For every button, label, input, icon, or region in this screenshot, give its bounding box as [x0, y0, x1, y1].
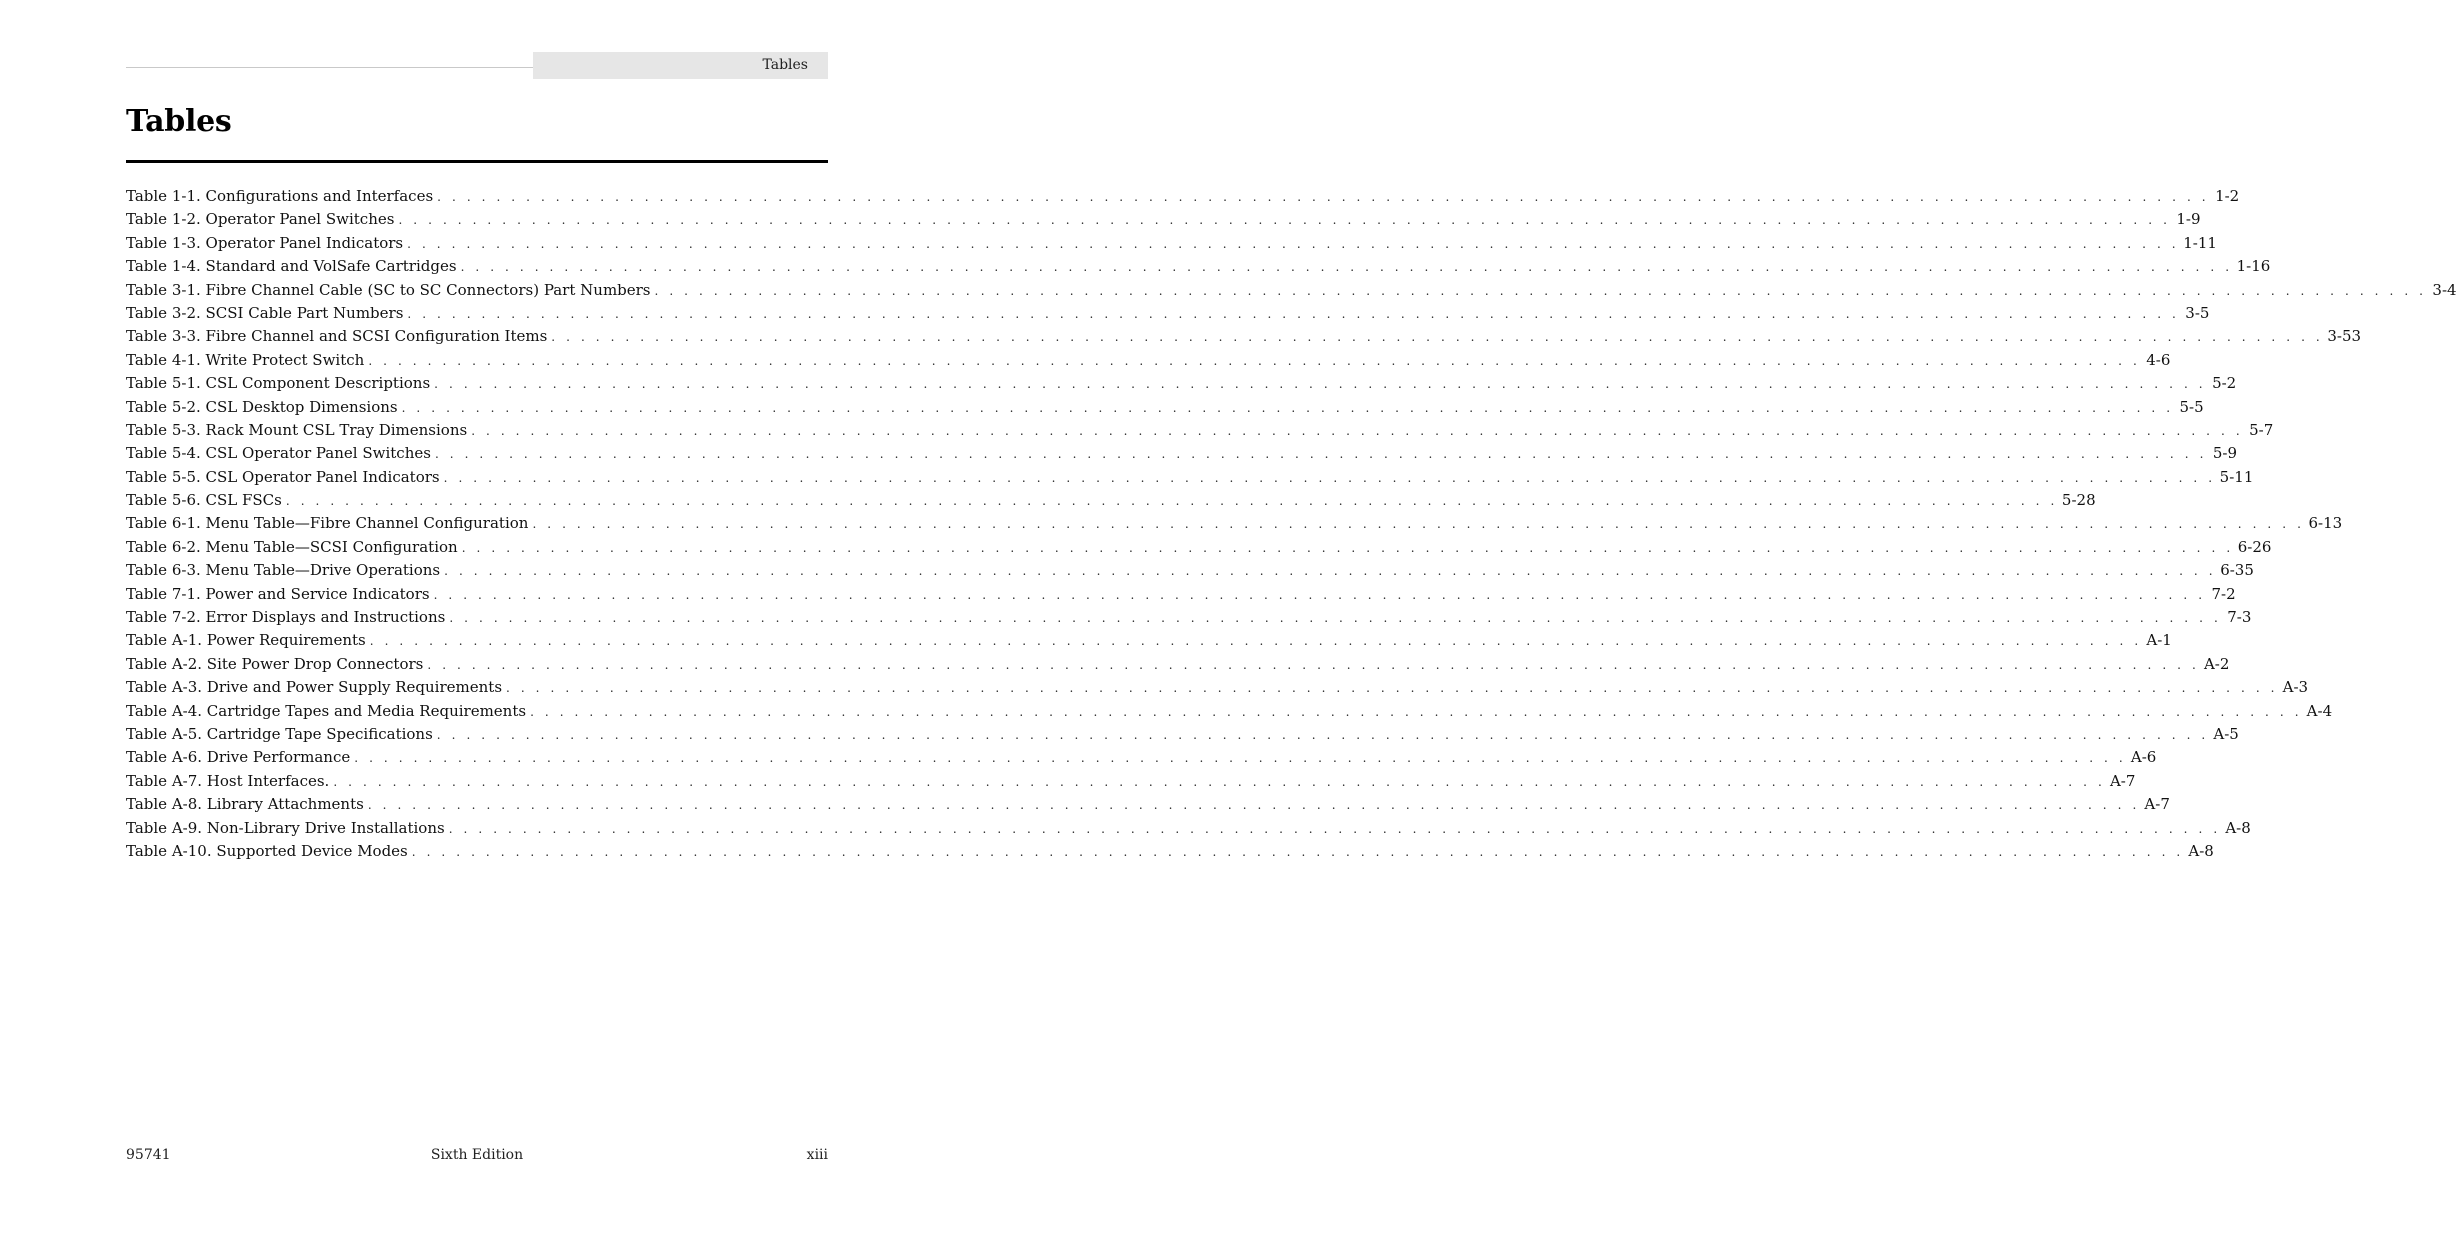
- toc-entry-label: Table 7-1. Power and Service Indicators: [126, 584, 430, 603]
- toc-entry-label: Table 7-2. Error Displays and Instructions: [126, 608, 446, 627]
- toc-entry-page: 3-4: [2432, 280, 2457, 299]
- toc-leader-dots: . . . . . . . . . . . . . . . . . . . . . . . . . . . . . . . . . . . . . . . . . . . . . . . . . . . . . . . . . . . . . . . . . . . . . . . . . . . . . . . . . . . . . . . . . . . . . . . . . . . . . . . . . . . . . . . . . . . . . . . .: [333, 774, 2106, 789]
- toc-entry[interactable]: [126, 396, 2204, 419]
- toc-entry-page: A-6: [2130, 748, 2157, 767]
- toc-entry[interactable]: [126, 489, 2096, 512]
- toc-entry-page: 1-9: [2176, 210, 2201, 229]
- toc-entry-label: Table 6-3. Menu Table—Drive Operations: [126, 561, 441, 580]
- toc-entry-label: Table A-5. Cartridge Tape Specifications: [126, 724, 433, 743]
- footer-doc-number: 95741: [126, 1147, 171, 1163]
- toc-leader-dots: . . . . . . . . . . . . . . . . . . . . . . . . . . . . . . . . . . . . . . . . . . . . . . . . . . . . . . . . . . . . . . . . . . . . . . . . . . . . . . . . . . . . . . . . . . . . . . . . . . . . . . . . . . . . . . . . . . . . . . . .: [443, 470, 2216, 485]
- toc-entry[interactable]: [126, 302, 2210, 325]
- toc-entry-label: Table 1-2. Operator Panel Switches: [126, 210, 395, 229]
- toc-leader-dots: . . . . . . . . . . . . . . . . . . . . . . . . . . . . . . . . . . . . . . . . . . . . . . . . . . . . . . . . . . . . . . . . . . . . . . . . . . . . . . . . . . . . . . . . . . . . . . . . . . . . . . . . . . . . . . . . . . . . . . . .: [427, 657, 2200, 672]
- toc-entry-label: Table A-9. Non-Library Drive Installations: [126, 818, 445, 837]
- toc-entry-page: 5-28: [2061, 491, 2096, 510]
- toc-entry[interactable]: [126, 512, 2343, 535]
- toc-entry-label: Table A-4. Cartridge Tapes and Media Requirements: [126, 701, 527, 720]
- toc-entry-page: 7-3: [2227, 608, 2252, 627]
- toc-leader-dots: . . . . . . . . . . . . . . . . . . . . . . . . . . . . . . . . . . . . . . . . . . . . . . . . . . . . . . . . . . . . . . . . . . . . . . . . . . . . . . . . . . . . . . . . . . . . . . . . . . . . . . . . . . . . . . . . . . . . . . . .: [654, 283, 2427, 298]
- toc-leader-dots: . . . . . . . . . . . . . . . . . . . . . . . . . . . . . . . . . . . . . . . . . . . . . . . . . . . . . . . . . . . . . . . . . . . . . . . . . . . . . . . . . . . . . . . . . . . . . . . . . . . . . . . . . . . . . . . . . . . . . . . .: [369, 634, 2142, 649]
- toc-leader-dots: . . . . . . . . . . . . . . . . . . . . . . . . . . . . . . . . . . . . . . . . . . . . . . . . . . . . . . . . . . . . . . . . . . . . . . . . . . . . . . . . . . . . . . . . . . . . . . . . . . . . . . . . . . . . . . . . . . . . . . . .: [401, 400, 2174, 415]
- toc-entry[interactable]: [126, 232, 2217, 255]
- toc-entry-page: 6-35: [2220, 561, 2254, 580]
- footer-page-number: xiii: [806, 1147, 828, 1163]
- toc-leader-dots: . . . . . . . . . . . . . . . . . . . . . . . . . . . . . . . . . . . . . . . . . . . . . . . . . . . . . . . . . . . . . . . . . . . . . . . . . . . . . . . . . . . . . . . . . . . . . . . . . . . . . . . . . . . . . . . . . . . . . . . .: [444, 564, 2217, 579]
- toc-entry-label: Table A-2. Site Power Drop Connectors: [126, 654, 424, 673]
- toc-entry-page: 5-11: [2219, 467, 2254, 486]
- toc-entry-page: A-1: [2146, 631, 2172, 650]
- toc-entry-page: A-2: [2203, 654, 2230, 673]
- toc-leader-dots: . . . . . . . . . . . . . . . . . . . . . . . . . . . . . . . . . . . . . . . . . . . . . . . . . . . . . . . . . . . . . . . . . . . . . . . . . . . . . . . . . . . . . . . . . . . . . . . . . . . . . . . . . . . . . . . . . . . . . . . .: [448, 821, 2221, 836]
- page-footer: [126, 1145, 828, 1165]
- toc-entry-label: Table 5-1. CSL Component Descriptions: [126, 374, 431, 393]
- toc-entry-label: Table 3-2. SCSI Cable Part Numbers: [126, 303, 404, 322]
- toc-entry-page: A-5: [2213, 724, 2239, 743]
- toc-entry-page: A-7: [2109, 771, 2136, 790]
- toc-leader-dots: . . . . . . . . . . . . . . . . . . . . . . . . . . . . . . . . . . . . . . . . . . . . . . . . . . . . . . . . . . . . . . . . . . . . . . . . . . . . . . . . . . . . . . . . . . . . . . . . . . . . . . . . . . . . . . . . . . . . . . . .: [461, 540, 2234, 555]
- toc-entry[interactable]: [126, 442, 2237, 465]
- toc-entry[interactable]: [126, 185, 2240, 208]
- toc-entry-page: 7-2: [2211, 584, 2236, 603]
- toc-entry-label: Table A-8. Library Attachments: [126, 795, 364, 814]
- toc-leader-dots: . . . . . . . . . . . . . . . . . . . . . . . . . . . . . . . . . . . . . . . . . . . . . . . . . . . . . . . . . . . . . . . . . . . . . . . . . . . . . . . . . . . . . . . . . . . . . . . . . . . . . . . . . . . . . . . . . . . . . . . .: [285, 494, 2058, 509]
- toc-entry[interactable]: [126, 653, 2230, 676]
- toc-entry-page: 5-2: [2212, 374, 2237, 393]
- toc-entry[interactable]: [126, 583, 2236, 606]
- toc-entry-label: Table A-10. Supported Device Modes: [126, 841, 408, 860]
- toc-entry-page: 6-26: [2237, 537, 2272, 556]
- toc-leader-dots: . . . . . . . . . . . . . . . . . . . . . . . . . . . . . . . . . . . . . . . . . . . . . . . . . . . . . . . . . . . . . . . . . . . . . . . . . . . . . . . . . . . . . . . . . . . . . . . . . . . . . . . . . . . . . . . . . . . . . . . .: [436, 727, 2209, 742]
- toc-entry-page: A-3: [2282, 678, 2309, 697]
- toc-entry[interactable]: [126, 770, 2136, 793]
- toc-leader-dots: . . . . . . . . . . . . . . . . . . . . . . . . . . . . . . . . . . . . . . . . . . . . . . . . . . . . . . . . . . . . . . . . . . . . . . . . . . . . . . . . . . . . . . . . . . . . . . . . . . . . . . . . . . . . . . . . . . . . . . . .: [532, 517, 2305, 532]
- toc-entry-label: Table 5-3. Rack Mount CSL Tray Dimensions: [126, 420, 468, 439]
- toc-entry-label: Table 1-4. Standard and VolSafe Cartridges: [126, 257, 457, 276]
- toc-entry[interactable]: [126, 255, 2271, 278]
- toc-leader-dots: . . . . . . . . . . . . . . . . . . . . . . . . . . . . . . . . . . . . . . . . . . . . . . . . . . . . . . . . . . . . . . . . . . . . . . . . . . . . . . . . . . . . . . . . . . . . . . . . . . . . . . . . . . . . . . . . . . . . . . . .: [398, 213, 2171, 228]
- toc-leader-dots: . . . . . . . . . . . . . . . . . . . . . . . . . . . . . . . . . . . . . . . . . . . . . . . . . . . . . . . . . . . . . . . . . . . . . . . . . . . . . . . . . . . . . . . . . . . . . . . . . . . . . . . . . . . . . . . . . . . . . . . .: [407, 306, 2180, 321]
- toc-leader-dots: . . . . . . . . . . . . . . . . . . . . . . . . . . . . . . . . . . . . . . . . . . . . . . . . . . . . . . . . . . . . . . . . . . . . . . . . . . . . . . . . . . . . . . . . . . . . . . . . . . . . . . . . . . . . . . . . . . . . . . . .: [407, 236, 2180, 251]
- toc-leader-dots: . . . . . . . . . . . . . . . . . . . . . . . . . . . . . . . . . . . . . . . . . . . . . . . . . . . . . . . . . . . . . . . . . . . . . . . . . . . . . . . . . . . . . . . . . . . . . . . . . . . . . . . . . . . . . . . . . . . . . . . .: [354, 751, 2127, 766]
- toc-leader-dots: . . . . . . . . . . . . . . . . . . . . . . . . . . . . . . . . . . . . . . . . . . . . . . . . . . . . . . . . . . . . . . . . . . . . . . . . . . . . . . . . . . . . . . . . . . . . . . . . . . . . . . . . . . . . . . . . . . . . . . . .: [471, 423, 2244, 438]
- toc-leader-dots: . . . . . . . . . . . . . . . . . . . . . . . . . . . . . . . . . . . . . . . . . . . . . . . . . . . . . . . . . . . . . . . . . . . . . . . . . . . . . . . . . . . . . . . . . . . . . . . . . . . . . . . . . . . . . . . . . . . . . . . .: [506, 681, 2279, 696]
- toc-entry-label: Table 5-6. CSL FSCs: [126, 491, 282, 510]
- toc-entry[interactable]: [126, 606, 2252, 629]
- page-title: Tables: [126, 104, 232, 139]
- toc-entry-page: 1-11: [2183, 233, 2217, 252]
- toc-entry[interactable]: [126, 840, 2214, 863]
- title-rule: [126, 160, 828, 163]
- toc-leader-dots: . . . . . . . . . . . . . . . . . . . . . . . . . . . . . . . . . . . . . . . . . . . . . . . . . . . . . . . . . . . . . . . . . . . . . . . . . . . . . . . . . . . . . . . . . . . . . . . . . . . . . . . . . . . . . . . . . . . . . . . .: [551, 330, 2324, 345]
- toc-entry[interactable]: [126, 559, 2254, 582]
- header-rule: [126, 67, 534, 68]
- toc-entry[interactable]: [126, 466, 2254, 489]
- toc-entry[interactable]: [126, 676, 2309, 699]
- toc-leader-dots: . . . . . . . . . . . . . . . . . . . . . . . . . . . . . . . . . . . . . . . . . . . . . . . . . . . . . . . . . . . . . . . . . . . . . . . . . . . . . . . . . . . . . . . . . . . . . . . . . . . . . . . . . . . . . . . . . . . . . . . .: [449, 611, 2222, 626]
- header-section-tab: [533, 52, 828, 79]
- toc-entry-page: 4-6: [2146, 350, 2171, 369]
- toc-entry-label: Table A-1. Power Requirements: [126, 631, 366, 650]
- toc-entry[interactable]: [126, 419, 2274, 442]
- toc-entry-page: 1-2: [2215, 187, 2240, 205]
- toc-leader-dots: . . . . . . . . . . . . . . . . . . . . . . . . . . . . . . . . . . . . . . . . . . . . . . . . . . . . . . . . . . . . . . . . . . . . . . . . . . . . . . . . . . . . . . . . . . . . . . . . . . . . . . . . . . . . . . . . . . . . . . . .: [437, 190, 2210, 204]
- toc-entry-label: Table 5-2. CSL Desktop Dimensions: [126, 397, 398, 416]
- toc-entry-label: Table A-6. Drive Performance: [126, 748, 351, 767]
- table-list: [126, 185, 2457, 863]
- toc-entry[interactable]: [126, 325, 2362, 348]
- toc-entry[interactable]: [126, 372, 2237, 395]
- toc-entry-label: Table A-3. Drive and Power Supply Requirements: [126, 678, 503, 697]
- toc-entry[interactable]: [126, 536, 2272, 559]
- toc-entry-label: Table 1-1. Configurations and Interfaces: [126, 187, 434, 205]
- toc-entry-label: Table 1-3. Operator Panel Indicators: [126, 233, 404, 252]
- toc-entry[interactable]: [126, 723, 2239, 746]
- toc-leader-dots: . . . . . . . . . . . . . . . . . . . . . . . . . . . . . . . . . . . . . . . . . . . . . . . . . . . . . . . . . . . . . . . . . . . . . . . . . . . . . . . . . . . . . . . . . . . . . . . . . . . . . . . . . . . . . . . . . . . . . . . .: [367, 798, 2140, 813]
- toc-leader-dots: . . . . . . . . . . . . . . . . . . . . . . . . . . . . . . . . . . . . . . . . . . . . . . . . . . . . . . . . . . . . . . . . . . . . . . . . . . . . . . . . . . . . . . . . . . . . . . . . . . . . . . . . . . . . . . . . . . . . . . . .: [368, 353, 2141, 368]
- toc-entry-page: A-8: [2225, 818, 2251, 837]
- toc-entry[interactable]: [126, 208, 2201, 231]
- toc-entry-page: 3-5: [2185, 303, 2210, 322]
- toc-entry-label: Table 5-4. CSL Operator Panel Switches: [126, 444, 431, 463]
- toc-entry-page: A-4: [2306, 701, 2333, 720]
- toc-leader-dots: . . . . . . . . . . . . . . . . . . . . . . . . . . . . . . . . . . . . . . . . . . . . . . . . . . . . . . . . . . . . . . . . . . . . . . . . . . . . . . . . . . . . . . . . . . . . . . . . . . . . . . . . . . . . . . . . . . . . . . . .: [434, 377, 2207, 392]
- toc-entry-label: Table 3-1. Fibre Channel Cable (SC to SC Connectors) Part Numbers: [126, 280, 651, 299]
- toc-leader-dots: . . . . . . . . . . . . . . . . . . . . . . . . . . . . . . . . . . . . . . . . . . . . . . . . . . . . . . . . . . . . . . . . . . . . . . . . . . . . . . . . . . . . . . . . . . . . . . . . . . . . . . . . . . . . . . . . . . . . . . . .: [433, 587, 2206, 602]
- toc-entry-page: 5-7: [2249, 420, 2274, 439]
- toc-entry-label: Table 6-2. Menu Table—SCSI Configuration: [126, 537, 458, 556]
- toc-entry-label: Table 4-1. Write Protect Switch: [126, 350, 365, 369]
- toc-entry-label: Table 6-1. Menu Table—Fibre Channel Configuration: [126, 514, 529, 533]
- toc-entry-page: 1-16: [2236, 257, 2271, 276]
- toc-entry-label: Table 3-3. Fibre Channel and SCSI Configuration Items: [126, 327, 548, 346]
- toc-entry[interactable]: [126, 700, 2333, 723]
- toc-entry-label: Table 5-5. CSL Operator Panel Indicators: [126, 467, 440, 486]
- toc-entry-page: 5-5: [2179, 397, 2204, 416]
- toc-entry[interactable]: [126, 817, 2251, 840]
- toc-entry-page: 3-53: [2327, 327, 2362, 346]
- toc-leader-dots: . . . . . . . . . . . . . . . . . . . . . . . . . . . . . . . . . . . . . . . . . . . . . . . . . . . . . . . . . . . . . . . . . . . . . . . . . . . . . . . . . . . . . . . . . . . . . . . . . . . . . . . . . . . . . . . . . . . . . . . .: [411, 844, 2184, 859]
- toc-entry-label: Table A-7. Host Interfaces.: [126, 771, 330, 790]
- toc-entry[interactable]: [126, 349, 2171, 372]
- toc-entry[interactable]: [126, 793, 2170, 816]
- toc-entry-page: A-8: [2188, 841, 2214, 860]
- toc-entry-page: 6-13: [2308, 514, 2343, 533]
- toc-leader-dots: . . . . . . . . . . . . . . . . . . . . . . . . . . . . . . . . . . . . . . . . . . . . . . . . . . . . . . . . . . . . . . . . . . . . . . . . . . . . . . . . . . . . . . . . . . . . . . . . . . . . . . . . . . . . . . . . . . . . . . . .: [434, 447, 2207, 462]
- footer-edition: Sixth Edition: [430, 1147, 524, 1163]
- toc-entry-page: A-7: [2144, 795, 2170, 814]
- toc-entry-page: 5-9: [2212, 444, 2237, 463]
- toc-leader-dots: . . . . . . . . . . . . . . . . . . . . . . . . . . . . . . . . . . . . . . . . . . . . . . . . . . . . . . . . . . . . . . . . . . . . . . . . . . . . . . . . . . . . . . . . . . . . . . . . . . . . . . . . . . . . . . . . . . . . . . . .: [530, 704, 2303, 719]
- header-section-label: Tables: [762, 57, 808, 73]
- toc-entry[interactable]: [126, 629, 2172, 652]
- toc-entry[interactable]: [126, 746, 2157, 769]
- toc-entry[interactable]: [126, 279, 2457, 302]
- toc-leader-dots: . . . . . . . . . . . . . . . . . . . . . . . . . . . . . . . . . . . . . . . . . . . . . . . . . . . . . . . . . . . . . . . . . . . . . . . . . . . . . . . . . . . . . . . . . . . . . . . . . . . . . . . . . . . . . . . . . . . . . . . .: [460, 260, 2233, 275]
